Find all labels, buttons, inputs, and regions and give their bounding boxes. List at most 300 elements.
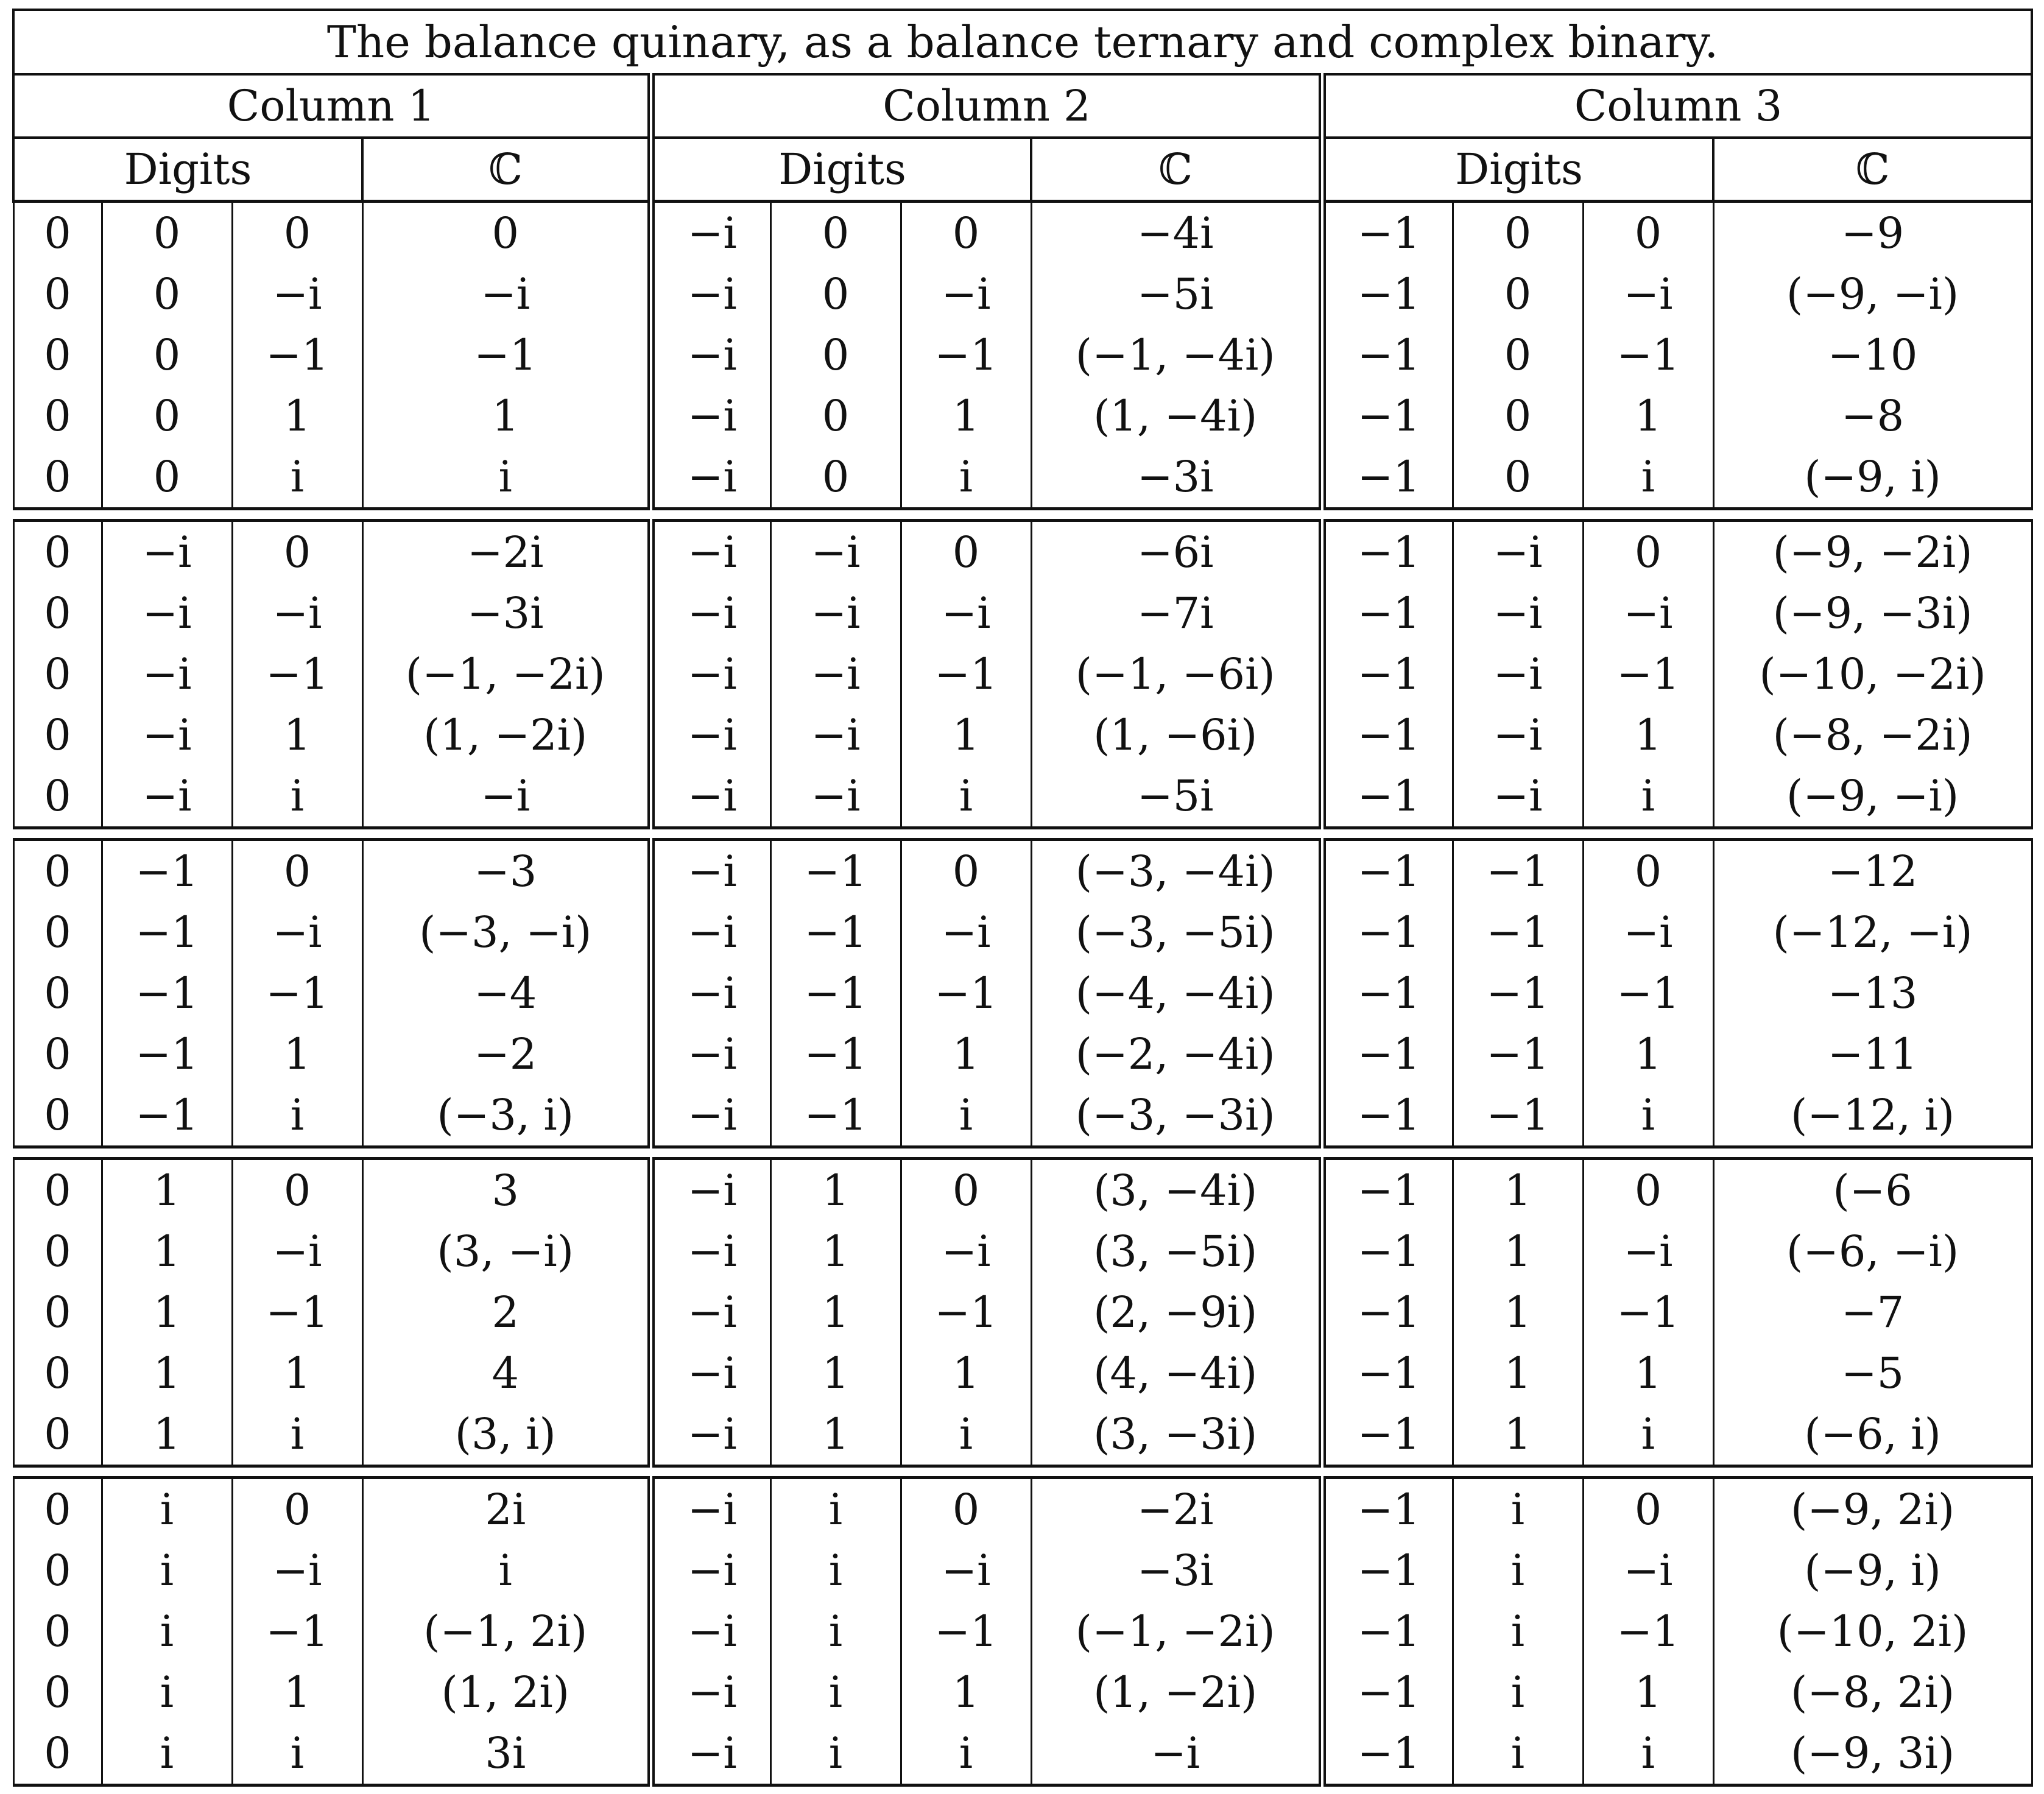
column-1-complex-cell: 3 bbox=[362, 1159, 651, 1222]
table-row bbox=[13, 264, 2032, 325]
column-3-complex-cell: −12 bbox=[1713, 840, 2032, 902]
column-3-complex-cell: (−9, 2i) bbox=[1713, 1478, 2032, 1541]
column-2-digit-cell: i bbox=[770, 1540, 901, 1601]
column-2-complex-cell: (−3, −4i) bbox=[1031, 840, 1322, 902]
column-3-digit-cell: −1 bbox=[1453, 840, 1583, 902]
column-2-digit-cell: −1 bbox=[770, 1085, 901, 1147]
column-3-digit-cell: −i bbox=[1583, 1221, 1713, 1282]
column-3-digit-cell: −i bbox=[1453, 521, 1583, 583]
column-3-digit-cell: 1 bbox=[1583, 385, 1713, 446]
column-3-digit-cell: i bbox=[1583, 446, 1713, 509]
column-1-digit-cell: 0 bbox=[13, 1159, 102, 1222]
column-2-digit-cell: −i bbox=[651, 1221, 770, 1282]
column-3-digit-cell: i bbox=[1453, 1601, 1583, 1662]
column-2-digit-cell: 1 bbox=[901, 385, 1031, 446]
column-3-digit-cell: 0 bbox=[1583, 840, 1713, 902]
column-3-digit-cell: 0 bbox=[1583, 1478, 1713, 1541]
column-2-digit-cell: −i bbox=[901, 264, 1031, 325]
column-2-digit-cell: −i bbox=[651, 840, 770, 902]
column-1-digit-cell: 0 bbox=[13, 1540, 102, 1601]
column-3-complex-cell: (−9, −i) bbox=[1713, 264, 2032, 325]
column-1-complex-cell: i bbox=[362, 446, 651, 509]
column-3-digit-cell: 0 bbox=[1453, 446, 1583, 509]
column-2-digit-cell: −i bbox=[770, 583, 901, 644]
column-2-digit-cell: −i bbox=[651, 1723, 770, 1785]
column-1-complex-cell: (−3, i) bbox=[362, 1085, 651, 1147]
column-1-digit-cell: −i bbox=[232, 902, 362, 963]
column-3-digit-cell: 0 bbox=[1583, 521, 1713, 583]
column-1-digit-cell: 0 bbox=[13, 264, 102, 325]
column-3-complex-cell: (−9, −i) bbox=[1713, 765, 2032, 828]
column-3-digit-cell: −1 bbox=[1322, 202, 1453, 264]
column-2-digit-cell: −i bbox=[651, 446, 770, 509]
column-1-digit-cell: −i bbox=[102, 705, 232, 765]
column-2-complex-cell: (−1, −2i) bbox=[1031, 1601, 1322, 1662]
column-1-digit-cell: −i bbox=[232, 264, 362, 325]
column-3-digit-cell: −1 bbox=[1322, 1404, 1453, 1466]
balance-quinary-table bbox=[12, 9, 2033, 1787]
column-3-digit-cell: −1 bbox=[1322, 840, 1453, 902]
group-separator bbox=[13, 1466, 2032, 1478]
column-2-digit-cell: −1 bbox=[770, 902, 901, 963]
column-1-digit-cell: 0 bbox=[13, 840, 102, 902]
table-row bbox=[13, 1159, 2032, 1222]
table-row bbox=[13, 521, 2032, 583]
column-2-digit-cell: −i bbox=[651, 1159, 770, 1222]
column-3-digit-cell: −1 bbox=[1453, 1024, 1583, 1085]
column-2-digit-cell: −i bbox=[770, 705, 901, 765]
column-1-digit-cell: 1 bbox=[102, 1282, 232, 1343]
column-1-digit-cell: 0 bbox=[232, 1159, 362, 1222]
group-separator bbox=[13, 1147, 2032, 1159]
column-1-digit-cell: 0 bbox=[13, 446, 102, 509]
table-row bbox=[13, 1221, 2032, 1282]
column-1-digit-cell: i bbox=[232, 1723, 362, 1785]
column-1-digit-cell: 1 bbox=[232, 1024, 362, 1085]
column-2-digit-cell: 0 bbox=[901, 202, 1031, 264]
column-1-complex-cell: −3 bbox=[362, 840, 651, 902]
column-3-complex-cell: (−8, 2i) bbox=[1713, 1662, 2032, 1723]
column-3-complex-cell: (−9, i) bbox=[1713, 1540, 2032, 1601]
column-2-complex-cell: (1, −6i) bbox=[1031, 705, 1322, 765]
column-3-digit-cell: −1 bbox=[1322, 1282, 1453, 1343]
column-1-digit-cell: 0 bbox=[102, 446, 232, 509]
column-2-digit-cell: i bbox=[770, 1478, 901, 1541]
column-3-header: Column 3 bbox=[1322, 74, 2032, 138]
column-2-complex-cell: −5i bbox=[1031, 765, 1322, 828]
column-2-digit-cell: −i bbox=[651, 705, 770, 765]
column-1-digit-cell: i bbox=[102, 1662, 232, 1723]
column-2-digit-cell: −i bbox=[651, 1404, 770, 1466]
column-1-digit-cell: −1 bbox=[232, 325, 362, 385]
column-3-complex-cell: −11 bbox=[1713, 1024, 2032, 1085]
table-row bbox=[13, 902, 2032, 963]
column-1-digit-cell: 0 bbox=[13, 1221, 102, 1282]
group-separator bbox=[13, 509, 2032, 521]
column-2-digit-cell: −i bbox=[651, 963, 770, 1024]
column-2-digit-cell: 0 bbox=[901, 1159, 1031, 1222]
column-1-header: Column 1 bbox=[13, 74, 651, 138]
column-2-digit-cell: 0 bbox=[770, 325, 901, 385]
column-3-complex-cell: −10 bbox=[1713, 325, 2032, 385]
column-3-complex-cell: (−6 bbox=[1713, 1159, 2032, 1222]
column-1-digit-cell: 0 bbox=[232, 1478, 362, 1541]
column-3-digit-cell: −i bbox=[1453, 765, 1583, 828]
column-2-digit-cell: −i bbox=[651, 521, 770, 583]
column-2-digit-cell: −i bbox=[651, 385, 770, 446]
column-2-complex-cell: (4, −4i) bbox=[1031, 1343, 1322, 1404]
table-row bbox=[13, 963, 2032, 1024]
group-separator bbox=[13, 828, 2032, 840]
column-3-complex-cell: (−6, −i) bbox=[1713, 1221, 2032, 1282]
column-1-complex-cell: −1 bbox=[362, 325, 651, 385]
column-1-digit-cell: 0 bbox=[13, 521, 102, 583]
column-3-complex-header: ℂ bbox=[1713, 138, 2032, 202]
column-2-complex-cell: (3, −4i) bbox=[1031, 1159, 1322, 1222]
column-1-digit-cell: 0 bbox=[13, 1723, 102, 1785]
column-3-complex-cell: (−12, −i) bbox=[1713, 902, 2032, 963]
table-row bbox=[13, 1478, 2032, 1541]
row-group bbox=[13, 521, 2032, 828]
column-3-digit-cell: 0 bbox=[1453, 202, 1583, 264]
column-1-digit-cell: −1 bbox=[102, 902, 232, 963]
column-1-digits-header: Digits bbox=[13, 138, 362, 202]
column-2-digit-cell: 0 bbox=[770, 385, 901, 446]
column-3-digit-cell: −i bbox=[1583, 902, 1713, 963]
column-1-digit-cell: 0 bbox=[102, 202, 232, 264]
column-1-complex-cell: (1, −2i) bbox=[362, 705, 651, 765]
column-1-complex-cell: 3i bbox=[362, 1723, 651, 1785]
column-2-digit-cell: −i bbox=[770, 765, 901, 828]
column-1-complex-cell: (−3, −i) bbox=[362, 902, 651, 963]
column-2-digit-cell: −i bbox=[901, 902, 1031, 963]
column-1-digit-cell: −i bbox=[102, 583, 232, 644]
column-2-digit-cell: −1 bbox=[901, 325, 1031, 385]
column-3-digit-cell: 0 bbox=[1453, 385, 1583, 446]
column-2-complex-cell: (3, −5i) bbox=[1031, 1221, 1322, 1282]
column-2-complex-cell: (−4, −4i) bbox=[1031, 963, 1322, 1024]
column-2-digit-cell: i bbox=[901, 1085, 1031, 1147]
column-1-complex-cell: −2i bbox=[362, 521, 651, 583]
column-1-digit-cell: 0 bbox=[13, 765, 102, 828]
column-3-complex-cell: (−10, 2i) bbox=[1713, 1601, 2032, 1662]
column-3-digit-cell: −1 bbox=[1322, 765, 1453, 828]
column-1-complex-cell: 4 bbox=[362, 1343, 651, 1404]
balance-quinary-table-container bbox=[12, 9, 2031, 1787]
column-1-complex-cell: 2i bbox=[362, 1478, 651, 1541]
column-3-complex-cell: −9 bbox=[1713, 202, 2032, 264]
column-1-digit-cell: i bbox=[232, 446, 362, 509]
column-2-digit-cell: −i bbox=[651, 264, 770, 325]
column-2-digit-cell: −i bbox=[651, 1282, 770, 1343]
column-3-digit-cell: i bbox=[1453, 1723, 1583, 1785]
column-3-digit-cell: −1 bbox=[1322, 1159, 1453, 1222]
column-3-complex-cell: (−9, i) bbox=[1713, 446, 2032, 509]
column-2-complex-cell: (2, −9i) bbox=[1031, 1282, 1322, 1343]
table-row bbox=[13, 385, 2032, 446]
column-3-digit-cell: −1 bbox=[1322, 1601, 1453, 1662]
column-2-digit-cell: i bbox=[901, 1723, 1031, 1785]
column-2-complex-cell: (−1, −4i) bbox=[1031, 325, 1322, 385]
table-row bbox=[13, 1343, 2032, 1404]
column-2-digit-cell: −i bbox=[651, 1662, 770, 1723]
column-3-digit-cell: 1 bbox=[1453, 1343, 1583, 1404]
column-1-digit-cell: −1 bbox=[102, 963, 232, 1024]
column-1-digit-cell: −i bbox=[102, 521, 232, 583]
table-row bbox=[13, 1662, 2032, 1723]
column-1-digit-cell: −1 bbox=[102, 1024, 232, 1085]
column-1-complex-cell: (3, −i) bbox=[362, 1221, 651, 1282]
column-1-digit-cell: 1 bbox=[102, 1221, 232, 1282]
column-2-digit-cell: 1 bbox=[770, 1282, 901, 1343]
column-1-complex-cell: (−1, 2i) bbox=[362, 1601, 651, 1662]
column-2-digit-cell: −i bbox=[770, 521, 901, 583]
column-2-digit-cell: 1 bbox=[901, 1024, 1031, 1085]
column-1-digit-cell: 1 bbox=[232, 385, 362, 446]
column-2-digit-cell: −i bbox=[651, 1343, 770, 1404]
table-row bbox=[13, 202, 2032, 264]
column-2-digit-cell: −i bbox=[770, 644, 901, 705]
column-3-complex-cell: −5 bbox=[1713, 1343, 2032, 1404]
column-2-digit-cell: 0 bbox=[901, 1478, 1031, 1541]
column-1-complex-cell: −i bbox=[362, 264, 651, 325]
column-1-digit-cell: −i bbox=[232, 1221, 362, 1282]
column-2-digits-header: Digits bbox=[651, 138, 1031, 202]
column-1-digit-cell: 1 bbox=[102, 1159, 232, 1222]
column-2-complex-cell: −i bbox=[1031, 1723, 1322, 1785]
column-1-digit-cell: i bbox=[102, 1601, 232, 1662]
column-1-digit-cell: 0 bbox=[13, 1662, 102, 1723]
column-3-digit-cell: −1 bbox=[1453, 963, 1583, 1024]
column-3-digit-cell: −i bbox=[1583, 1540, 1713, 1601]
column-3-digit-cell: i bbox=[1583, 1404, 1713, 1466]
column-1-digit-cell: 0 bbox=[13, 325, 102, 385]
column-2-complex-cell: −2i bbox=[1031, 1478, 1322, 1541]
column-3-complex-cell: −7 bbox=[1713, 1282, 2032, 1343]
column-2-complex-cell: (−3, −3i) bbox=[1031, 1085, 1322, 1147]
column-1-digit-cell: 0 bbox=[13, 202, 102, 264]
table-row bbox=[13, 644, 2032, 705]
column-3-digit-cell: 1 bbox=[1583, 1024, 1713, 1085]
column-3-digit-cell: i bbox=[1453, 1478, 1583, 1541]
column-1-digit-cell: 0 bbox=[232, 840, 362, 902]
table-row bbox=[13, 1085, 2032, 1147]
column-1-digit-cell: i bbox=[102, 1540, 232, 1601]
column-2-digit-cell: −1 bbox=[901, 1282, 1031, 1343]
column-2-complex-cell: −4i bbox=[1031, 202, 1322, 264]
column-3-digit-cell: 1 bbox=[1583, 1662, 1713, 1723]
column-2-digit-cell: −i bbox=[651, 902, 770, 963]
column-3-complex-cell: (−9, 3i) bbox=[1713, 1723, 2032, 1785]
column-3-digit-cell: 0 bbox=[1453, 264, 1583, 325]
column-2-digit-cell: −i bbox=[651, 644, 770, 705]
column-3-digit-cell: −1 bbox=[1322, 521, 1453, 583]
column-2-complex-cell: (−3, −5i) bbox=[1031, 902, 1322, 963]
column-1-complex-cell: −i bbox=[362, 765, 651, 828]
column-1-digit-cell: −i bbox=[232, 583, 362, 644]
column-2-complex-cell: (1, −4i) bbox=[1031, 385, 1322, 446]
column-2-digit-cell: i bbox=[770, 1723, 901, 1785]
column-2-digit-cell: i bbox=[770, 1601, 901, 1662]
column-1-digit-cell: −1 bbox=[102, 1085, 232, 1147]
column-2-complex-cell: −7i bbox=[1031, 583, 1322, 644]
table-title: The balance quinary, as a balance ternary and complex binary. bbox=[13, 10, 2032, 74]
column-2-complex-cell: −5i bbox=[1031, 264, 1322, 325]
column-2-digit-cell: −1 bbox=[901, 1601, 1031, 1662]
column-1-digit-cell: i bbox=[232, 765, 362, 828]
column-2-digit-cell: 1 bbox=[770, 1159, 901, 1222]
column-1-complex-cell: −3i bbox=[362, 583, 651, 644]
column-3-digit-cell: 1 bbox=[1583, 1343, 1713, 1404]
table-row bbox=[13, 1404, 2032, 1466]
column-1-digit-cell: 1 bbox=[102, 1343, 232, 1404]
table-row bbox=[13, 1024, 2032, 1085]
column-3-digit-cell: −i bbox=[1453, 583, 1583, 644]
column-3-digit-cell: −1 bbox=[1583, 1601, 1713, 1662]
column-1-digit-cell: 0 bbox=[13, 1601, 102, 1662]
column-2-complex-cell: (−1, −6i) bbox=[1031, 644, 1322, 705]
column-1-complex-cell: (−1, −2i) bbox=[362, 644, 651, 705]
column-2-digit-cell: 0 bbox=[770, 202, 901, 264]
table-row bbox=[13, 1601, 2032, 1662]
table-row bbox=[13, 1282, 2032, 1343]
table-row bbox=[13, 325, 2032, 385]
column-2-digit-cell: −i bbox=[901, 1221, 1031, 1282]
table-row bbox=[13, 840, 2032, 902]
column-1-digit-cell: −1 bbox=[232, 1282, 362, 1343]
column-3-digit-cell: −i bbox=[1583, 264, 1713, 325]
column-1-digit-cell: i bbox=[102, 1478, 232, 1541]
column-3-digit-cell: −1 bbox=[1322, 1540, 1453, 1601]
column-2-digit-cell: −i bbox=[901, 1540, 1031, 1601]
group-gap bbox=[13, 1466, 2032, 1478]
column-3-digit-cell: −1 bbox=[1322, 644, 1453, 705]
group-gap bbox=[13, 509, 2032, 521]
column-1-digit-cell: 0 bbox=[13, 1024, 102, 1085]
row-group bbox=[13, 840, 2032, 1147]
column-3-digit-cell: −1 bbox=[1322, 1723, 1453, 1785]
column-2-digit-cell: −1 bbox=[770, 963, 901, 1024]
column-1-digit-cell: i bbox=[232, 1404, 362, 1466]
column-2-digit-cell: 0 bbox=[901, 521, 1031, 583]
table-row bbox=[13, 446, 2032, 509]
column-3-digit-cell: i bbox=[1453, 1540, 1583, 1601]
column-1-complex-cell: (1, 2i) bbox=[362, 1662, 651, 1723]
column-1-digit-cell: 0 bbox=[102, 385, 232, 446]
column-2-digit-cell: −1 bbox=[901, 963, 1031, 1024]
column-3-digit-cell: −1 bbox=[1322, 902, 1453, 963]
column-2-digit-cell: 1 bbox=[770, 1343, 901, 1404]
column-1-digit-cell: 0 bbox=[13, 963, 102, 1024]
column-1-digit-cell: 0 bbox=[13, 1404, 102, 1466]
column-2-complex-cell: (−2, −4i) bbox=[1031, 1024, 1322, 1085]
column-3-digit-cell: −i bbox=[1583, 583, 1713, 644]
column-2-digit-cell: i bbox=[770, 1662, 901, 1723]
column-3-digit-cell: −1 bbox=[1322, 385, 1453, 446]
column-2-digit-cell: −i bbox=[651, 325, 770, 385]
column-3-digit-cell: −i bbox=[1453, 644, 1583, 705]
column-1-digit-cell: −i bbox=[102, 765, 232, 828]
column-3-complex-cell: (−9, −3i) bbox=[1713, 583, 2032, 644]
column-1-digit-cell: 0 bbox=[232, 521, 362, 583]
column-1-digit-cell: 1 bbox=[102, 1404, 232, 1466]
table-row bbox=[13, 1723, 2032, 1785]
column-1-digit-cell: 0 bbox=[13, 1478, 102, 1541]
table-row bbox=[13, 583, 2032, 644]
column-1-digit-cell: 1 bbox=[232, 1662, 362, 1723]
column-3-digit-cell: −1 bbox=[1322, 583, 1453, 644]
column-3-digit-cell: −1 bbox=[1322, 1478, 1453, 1541]
column-2-digit-cell: 1 bbox=[770, 1404, 901, 1466]
column-1-digit-cell: 0 bbox=[232, 202, 362, 264]
column-2-complex-cell: −3i bbox=[1031, 1540, 1322, 1601]
column-3-digit-cell: 0 bbox=[1453, 325, 1583, 385]
column-3-complex-cell: (−8, −2i) bbox=[1713, 705, 2032, 765]
column-3-digit-cell: i bbox=[1583, 1723, 1713, 1785]
column-2-digit-cell: 0 bbox=[770, 446, 901, 509]
column-1-complex-cell: (3, i) bbox=[362, 1404, 651, 1466]
column-3-complex-cell: (−12, i) bbox=[1713, 1085, 2032, 1147]
column-2-complex-cell: (3, −3i) bbox=[1031, 1404, 1322, 1466]
column-2-digit-cell: 0 bbox=[770, 264, 901, 325]
column-2-digit-cell: −i bbox=[651, 583, 770, 644]
column-1-digit-cell: 1 bbox=[232, 705, 362, 765]
column-2-digit-cell: i bbox=[901, 1404, 1031, 1466]
column-2-digit-cell: i bbox=[901, 765, 1031, 828]
column-1-digit-cell: 1 bbox=[232, 1343, 362, 1404]
column-2-digit-cell: −i bbox=[651, 765, 770, 828]
column-3-complex-cell: (−10, −2i) bbox=[1713, 644, 2032, 705]
column-1-digit-cell: 0 bbox=[13, 705, 102, 765]
column-3-digit-cell: −1 bbox=[1322, 963, 1453, 1024]
column-2-digit-cell: 1 bbox=[901, 1343, 1031, 1404]
column-1-digit-cell: 0 bbox=[102, 264, 232, 325]
column-1-digit-cell: −1 bbox=[232, 1601, 362, 1662]
column-3-digit-cell: −1 bbox=[1322, 1221, 1453, 1282]
column-2-digit-cell: i bbox=[901, 446, 1031, 509]
column-1-complex-cell: 0 bbox=[362, 202, 651, 264]
column-3-digit-cell: −i bbox=[1453, 705, 1583, 765]
column-2-digit-cell: 0 bbox=[901, 840, 1031, 902]
column-3-complex-cell: (−9, −2i) bbox=[1713, 521, 2032, 583]
column-2-header: Column 2 bbox=[651, 74, 1322, 138]
column-1-digit-cell: 0 bbox=[13, 902, 102, 963]
column-2-digit-cell: −i bbox=[651, 1024, 770, 1085]
column-1-digit-cell: 0 bbox=[13, 644, 102, 705]
column-1-digit-cell: 0 bbox=[13, 583, 102, 644]
column-3-digit-cell: −1 bbox=[1453, 1085, 1583, 1147]
column-1-digit-cell: 0 bbox=[13, 1343, 102, 1404]
column-3-digit-cell: i bbox=[1583, 1085, 1713, 1147]
table-row bbox=[13, 705, 2032, 765]
column-3-digit-cell: −1 bbox=[1322, 264, 1453, 325]
column-2-digit-cell: −1 bbox=[901, 644, 1031, 705]
group-gap bbox=[13, 1147, 2032, 1159]
column-3-digit-cell: −1 bbox=[1322, 1024, 1453, 1085]
column-3-digit-cell: −1 bbox=[1322, 1662, 1453, 1723]
column-3-complex-cell: (−6, i) bbox=[1713, 1404, 2032, 1466]
column-1-digit-cell: 0 bbox=[13, 1282, 102, 1343]
table-row bbox=[13, 1540, 2032, 1601]
column-3-digit-cell: −1 bbox=[1322, 705, 1453, 765]
column-3-complex-cell: −13 bbox=[1713, 963, 2032, 1024]
column-2-digit-cell: 1 bbox=[901, 1662, 1031, 1723]
column-1-complex-cell: −2 bbox=[362, 1024, 651, 1085]
column-3-digit-cell: 1 bbox=[1453, 1159, 1583, 1222]
column-1-digit-cell: −i bbox=[102, 644, 232, 705]
row-group bbox=[13, 1478, 2032, 1785]
row-group bbox=[13, 1159, 2032, 1466]
